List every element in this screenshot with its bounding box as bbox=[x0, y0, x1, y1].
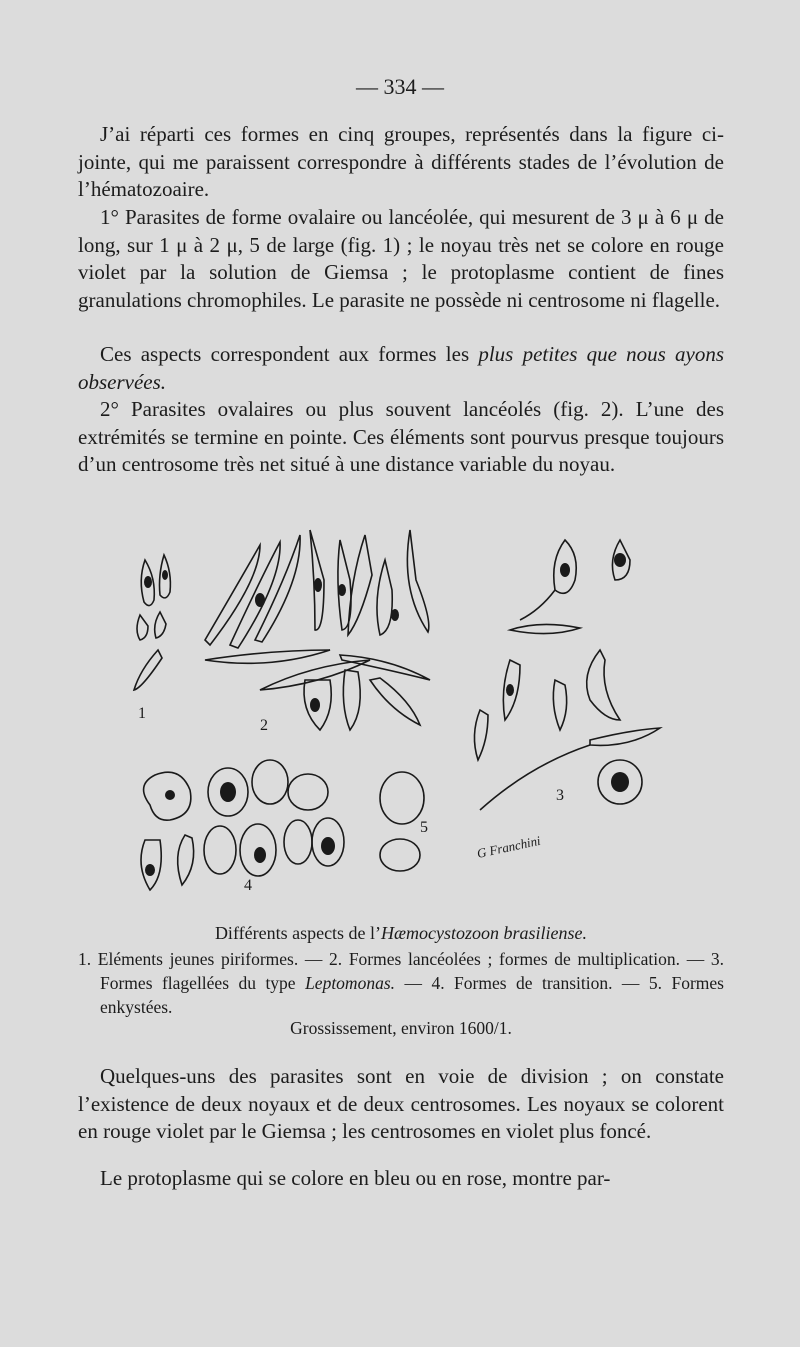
transition-cell bbox=[178, 835, 194, 885]
figure-caption-legend bbox=[78, 947, 724, 1019]
piriform-cell bbox=[155, 612, 166, 638]
nucleus bbox=[321, 837, 335, 855]
nucleus bbox=[338, 584, 346, 596]
paragraph-group-1: 1° Parasites de forme ovalaire ou lancéolée, qui mesurent de 3 μ à 6 μ de long, sur 1 μ à 2 μ, 5 de large (fig. 1) ; le noyau très net se colore en rouge violet par la solution de Giemsa ; le protoplasme contient de fines granulations chromophiles. Le parasite ne possède ni centrosome ni flagelle. bbox=[78, 205, 724, 312]
nucleus bbox=[391, 609, 399, 621]
paragraph-aspects-emphasis: plus petites que nous ayons observées. bbox=[78, 342, 725, 394]
figure-label-3: 3 bbox=[556, 787, 564, 804]
lanceolate-cell bbox=[230, 542, 280, 648]
nucleus bbox=[314, 578, 322, 592]
paragraph-protoplasm: Le protoplasme qui se colore en bleu ou en rose, montre par- bbox=[100, 1166, 611, 1190]
paragraph-aspects bbox=[78, 341, 724, 396]
flagellated-cell bbox=[590, 728, 660, 745]
caption-legend-genus: Leptomonas. bbox=[305, 973, 395, 993]
piriform-cell bbox=[137, 615, 148, 640]
nucleus bbox=[220, 782, 236, 802]
caption-species-name: Hæmocystozoon brasiliense. bbox=[381, 923, 588, 943]
nucleus bbox=[255, 593, 265, 607]
flagellated-cell bbox=[510, 624, 580, 633]
caption-legend-line bbox=[78, 947, 724, 1019]
lanceolate-cell bbox=[205, 650, 330, 663]
figure-label-1: 1 bbox=[138, 705, 146, 722]
nucleus bbox=[254, 847, 266, 863]
nucleus bbox=[611, 772, 629, 792]
lanceolate-cell bbox=[407, 530, 428, 632]
paragraph-group-2: 2° Parasites ovalaires ou plus souvent lancéolés (fig. 2). L’une des extrémités se termine en pointe. Ces éléments sont pourvus presque toujours d’un centrosome très net situé à une distance variable du noyau. bbox=[78, 397, 724, 476]
flagellate bbox=[520, 590, 555, 620]
encysted-cell bbox=[380, 772, 424, 824]
lanceolate-cell bbox=[260, 660, 370, 690]
encysted-cell bbox=[380, 839, 420, 871]
transition-cell bbox=[284, 820, 312, 864]
piriform-cell bbox=[134, 650, 162, 690]
lanceolate-cell bbox=[205, 545, 260, 645]
nucleus bbox=[144, 576, 152, 588]
caption-legend-end: — 4. Formes de transition. — 5. Formes enkystées. bbox=[100, 973, 724, 1017]
page-number: — 334 — bbox=[356, 74, 444, 99]
nucleus bbox=[614, 553, 626, 567]
nucleus bbox=[145, 864, 155, 876]
lanceolate-cell bbox=[370, 678, 420, 725]
paragraph-groups: J’ai réparti ces formes en cinq groupes, représentés dans la figure ci-jointe, qui me paraissent correspondre à différents stades de l’évolution de l’hématozoaire. bbox=[78, 122, 724, 201]
figure-label-4: 4 bbox=[244, 877, 252, 894]
flagellate bbox=[480, 745, 590, 810]
figure-label-2: 2 bbox=[260, 717, 268, 734]
transition-cell bbox=[204, 826, 236, 874]
paragraph-aspects-text: Ces aspects correspondent aux formes les bbox=[100, 342, 479, 366]
transition-cell bbox=[252, 760, 288, 804]
flagellated-cell bbox=[553, 680, 566, 730]
flagellated-cell bbox=[587, 650, 620, 720]
parasite-figure bbox=[110, 520, 690, 910]
figure-label-5: 5 bbox=[420, 819, 428, 836]
nucleus bbox=[506, 684, 514, 696]
flagellated-cell bbox=[474, 710, 488, 760]
nucleus bbox=[560, 563, 570, 577]
lanceolate-cell bbox=[348, 535, 372, 635]
lanceolate-cell bbox=[343, 670, 360, 730]
caption-title-text: Différents aspects de l’ bbox=[214, 923, 382, 943]
nucleus bbox=[165, 790, 175, 800]
lanceolate-cell bbox=[377, 560, 392, 635]
figure-caption-magnification: Grossissement, environ 1600/1. bbox=[290, 1018, 512, 1038]
transition-cell bbox=[288, 774, 328, 810]
caption-legend-text: 1. Eléments jeunes piriformes. — 2. Formes lancéolées ; formes de multiplication. — 3. Formes flagellées du type bbox=[78, 949, 724, 993]
nucleus bbox=[310, 698, 320, 712]
paragraph-division: Quelques-uns des parasites sont en voie de division ; on constate l’existence de deux noyaux et de deux centrosomes. Les noyaux se colorent en rouge violet par le Giemsa ; les centrosomes en violet plus foncé. bbox=[78, 1064, 724, 1143]
figure-caption-title bbox=[78, 921, 724, 945]
nucleus bbox=[162, 570, 168, 580]
figure-signature: G Franchini bbox=[475, 832, 542, 861]
lanceolate-cell bbox=[255, 535, 300, 642]
